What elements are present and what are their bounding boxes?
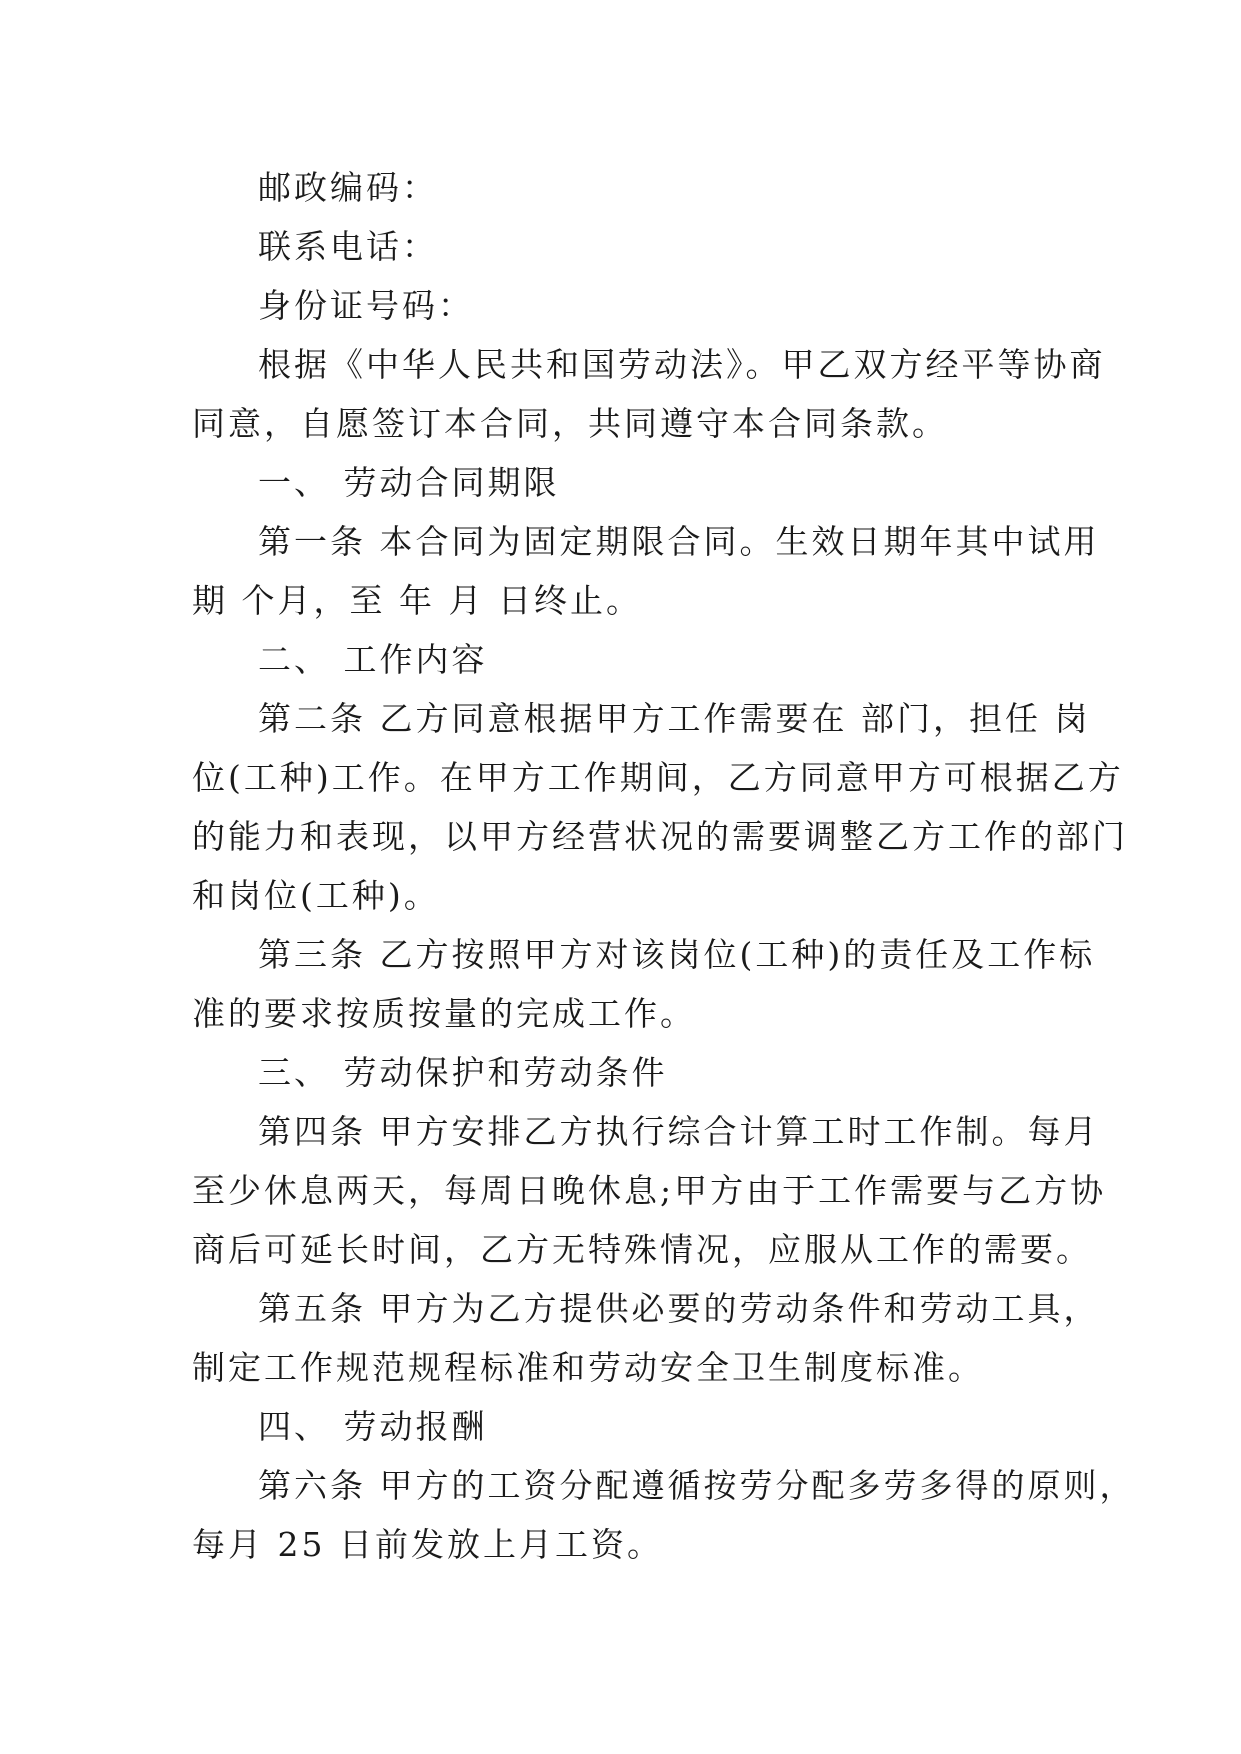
paragraph-line: 第一条 本合同为固定期限合同。生效日期年其中试用 xyxy=(258,522,1100,561)
paragraph-line: 第六条 甲方的工资分配遵循按劳分配多劳多得的原则， xyxy=(258,1466,1136,1505)
paragraph-line: 第二条 乙方同意根据甲方工作需要在 部门，担任 岗 xyxy=(258,699,1091,738)
paragraph-line: 根据《中华人民共和国劳动法》。甲乙双方经平等协商 xyxy=(258,345,1106,384)
paragraph-line: 第四条 甲方安排乙方执行综合计算工时工作制。每月 xyxy=(258,1112,1100,1151)
section-heading: 三、 劳动保护和劳动条件 xyxy=(258,1053,668,1092)
paragraph-line: 至少休息两天，每周日晚休息;甲方由于工作需要与乙方协 xyxy=(192,1171,1107,1210)
paragraph-line: 准的要求按质按量的完成工作。 xyxy=(192,994,696,1033)
section-heading: 二、 工作内容 xyxy=(258,640,488,679)
document-body xyxy=(192,158,1136,1574)
section-heading: 四、 劳动报酬 xyxy=(258,1407,488,1446)
paragraph-line: 期 个月，至 年 月 日终止。 xyxy=(192,581,642,620)
paragraph-line: 商后可延长时间，乙方无特殊情况，应服从工作的需要。 xyxy=(192,1230,1092,1269)
paragraph-line: 的能力和表现，以甲方经营状况的需要调整乙方工作的部门 xyxy=(192,817,1128,856)
paragraph-line: 第三条 乙方按照甲方对该岗位(工种)的责任及工作标 xyxy=(258,935,1096,974)
paragraph-line: 和岗位(工种)。 xyxy=(192,876,440,915)
paragraph-line: 第五条 甲方为乙方提供必要的劳动条件和劳动工具， xyxy=(258,1289,1100,1328)
paragraph-line: 同意，自愿签订本合同，共同遵守本合同条款。 xyxy=(192,404,948,443)
field-phone: 联系电话： xyxy=(258,227,438,266)
paragraph-line: 制定工作规范规程标准和劳动安全卫生制度标准。 xyxy=(192,1348,984,1387)
paragraph-line: 每月 25 日前发放上月工资。 xyxy=(192,1525,663,1564)
field-id-number: 身份证号码： xyxy=(258,286,474,325)
paragraph-line: 位(工种)工作。在甲方工作期间，乙方同意甲方可根据乙方 xyxy=(192,758,1124,797)
field-postal-code: 邮政编码： xyxy=(258,168,438,207)
section-heading: 一、 劳动合同期限 xyxy=(258,463,560,502)
